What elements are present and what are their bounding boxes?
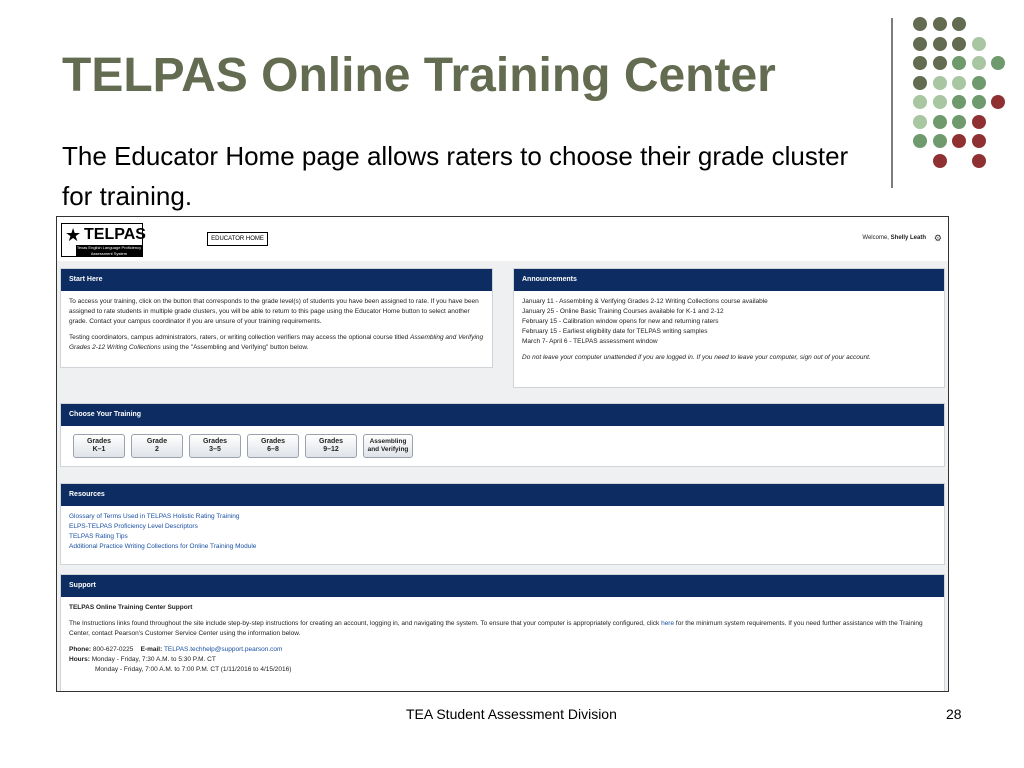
decorative-divider	[891, 18, 893, 188]
page-number: 28	[946, 706, 962, 722]
decorative-dot	[972, 134, 986, 148]
welcome-label: Welcome,	[862, 235, 889, 241]
decorative-dot	[933, 95, 947, 109]
support-email-link[interactable]: TELPAS.techhelp@support.pearson.com	[163, 646, 283, 653]
educator-home-button[interactable]: EDUCATOR HOME	[207, 232, 268, 246]
decorative-dot	[933, 56, 947, 70]
decorative-dot	[972, 95, 986, 109]
announcements-heading: Announcements	[514, 269, 944, 291]
decorative-dot	[972, 76, 986, 90]
decorative-dot	[913, 115, 927, 129]
decorative-dot	[952, 37, 966, 51]
support-heading: Support	[61, 575, 944, 597]
assembling-and-verifying-button[interactable]: Assembling and Verifying	[363, 434, 413, 458]
grades-k-1-button[interactable]: Grades K–1	[73, 434, 125, 458]
decorative-dot	[913, 95, 927, 109]
user-name[interactable]: Shelly Leath	[890, 235, 926, 241]
decorative-dot	[933, 76, 947, 90]
support-contact: Phone: 800-627-0225 E-mail: TELPAS.techhelp@support.pearson.com Hours: Monday - Friday, 7:30 A.M. to 5:30 P.M. CT Monday - Friday, 7:00 A.M. to 7:00 P.M. CT (1/11/2016 to 4/15/2016)	[69, 645, 936, 675]
decorative-dot	[913, 37, 927, 51]
decorative-dot	[913, 17, 927, 31]
decorative-dot	[952, 56, 966, 70]
resource-link[interactable]: Additional Practice Writing Collections for Online Training Module	[69, 543, 257, 550]
announcement-item: January 11 - Assembling & Verifying Grades 2-12 Writing Collections course available	[522, 298, 768, 305]
announcement-item: January 25 - Online Basic Training Courses available for K-1 and 2-12	[522, 308, 724, 315]
site-header	[57, 217, 948, 261]
support-hours: Monday - Friday, 7:30 A.M. to 5:30 P.M. CT	[91, 656, 216, 663]
announcement-item: February 15 - Calibration window opens for new and returning raters	[522, 318, 719, 325]
decorative-dot	[952, 17, 966, 31]
resource-link[interactable]: ELPS-TELPAS Proficiency Level Descriptors	[69, 523, 198, 530]
support-panel	[60, 574, 945, 692]
decorative-dot	[933, 37, 947, 51]
decorative-dot	[972, 56, 986, 70]
decorative-dot	[972, 37, 986, 51]
choose-training-heading: Choose Your Training	[61, 404, 944, 426]
resources-heading: Resources	[61, 484, 944, 506]
support-phone: 800-627-0225	[92, 646, 134, 653]
start-here-panel	[60, 268, 493, 368]
decorative-dot	[913, 56, 927, 70]
decorative-dot	[933, 115, 947, 129]
decorative-dot	[991, 56, 1005, 70]
decorative-dot	[913, 76, 927, 90]
support-title: TELPAS Online Training Center Support	[69, 604, 193, 611]
star-icon: ★	[65, 225, 82, 245]
support-text: The Instructions links found throughout the site include step-by-step instructions for creating an account, logging in, and navigating the system. To ensure that your computer is appropriately configured, click here for the minimum system requirements. If you need further assistance with the Training Center, contact Pearson's Customer Service Center using the information below.	[69, 620, 923, 637]
educator-home-screenshot	[56, 216, 949, 692]
decorative-dot	[913, 134, 927, 148]
resources-panel	[60, 483, 945, 565]
announcements-panel	[513, 268, 945, 388]
resource-link[interactable]: Glossary of Terms Used in TELPAS Holistic Rating Training	[69, 513, 240, 520]
system-requirements-link[interactable]: here	[661, 620, 675, 627]
decorative-dot	[972, 115, 986, 129]
start-here-paragraph: To access your training, click on the button that corresponds to the grade level(s) of students you have been assigned to rate. If you have been assigned to rate students in multiple grade clusters, you will be able to return to this page using the Educator Home button to select another grade. Contact your campus coordinator if you are unsure of your training requirements.	[69, 298, 479, 325]
start-here-optional-course: Testing coordinators, campus administrators, raters, or writing collection verifiers may access the optional course titled Assembling and Verifying Grades 2-12 Writing Collections using the "Assembling and Verifying" button below.	[69, 334, 484, 351]
grades-6-8-button[interactable]: Grades 6–8	[247, 434, 299, 458]
announcement-note: Do not leave your computer unattended if you are logged in. If you need to leave your computer, sign out of your account.	[522, 354, 871, 361]
decorative-dot	[933, 134, 947, 148]
announcement-item: February 15 - Earliest eligibility date for TELPAS writing samples	[522, 328, 708, 335]
decorative-dot	[952, 115, 966, 129]
support-hours-extended: Monday - Friday, 7:00 A.M. to 7:00 P.M. CT (1/11/2016 to 4/15/2016)	[95, 666, 292, 673]
announcement-item: March 7- April 6 - TELPAS assessment window	[522, 338, 658, 345]
resource-link[interactable]: TELPAS Rating Tips	[69, 533, 128, 540]
footer-text: TEA Student Assessment Division	[406, 706, 617, 722]
logo-subtitle: Texas English Language Proficiency Assessment System	[76, 245, 142, 256]
start-here-heading: Start Here	[61, 269, 492, 291]
decorative-dot	[933, 17, 947, 31]
decorative-dot	[933, 154, 947, 168]
decorative-dot	[952, 134, 966, 148]
welcome-message	[862, 235, 926, 241]
gear-icon[interactable]: ⚙	[933, 233, 942, 243]
slide-title: TELPAS Online Training Center	[62, 49, 776, 102]
choose-training-panel	[60, 403, 945, 467]
grades-3-5-button[interactable]: Grades 3–5	[189, 434, 241, 458]
decorative-dot	[991, 95, 1005, 109]
logo-text: TELPAS	[84, 226, 146, 243]
grade-2-button[interactable]: Grade 2	[131, 434, 183, 458]
telpas-logo[interactable]	[61, 223, 146, 257]
grades-9-12-button[interactable]: Grades 9–12	[305, 434, 357, 458]
slide-body-text: The Educator Home page allows raters to choose their grade cluster for training.	[62, 141, 849, 211]
decorative-dot	[972, 154, 986, 168]
decorative-dot	[952, 76, 966, 90]
decorative-dot	[952, 95, 966, 109]
